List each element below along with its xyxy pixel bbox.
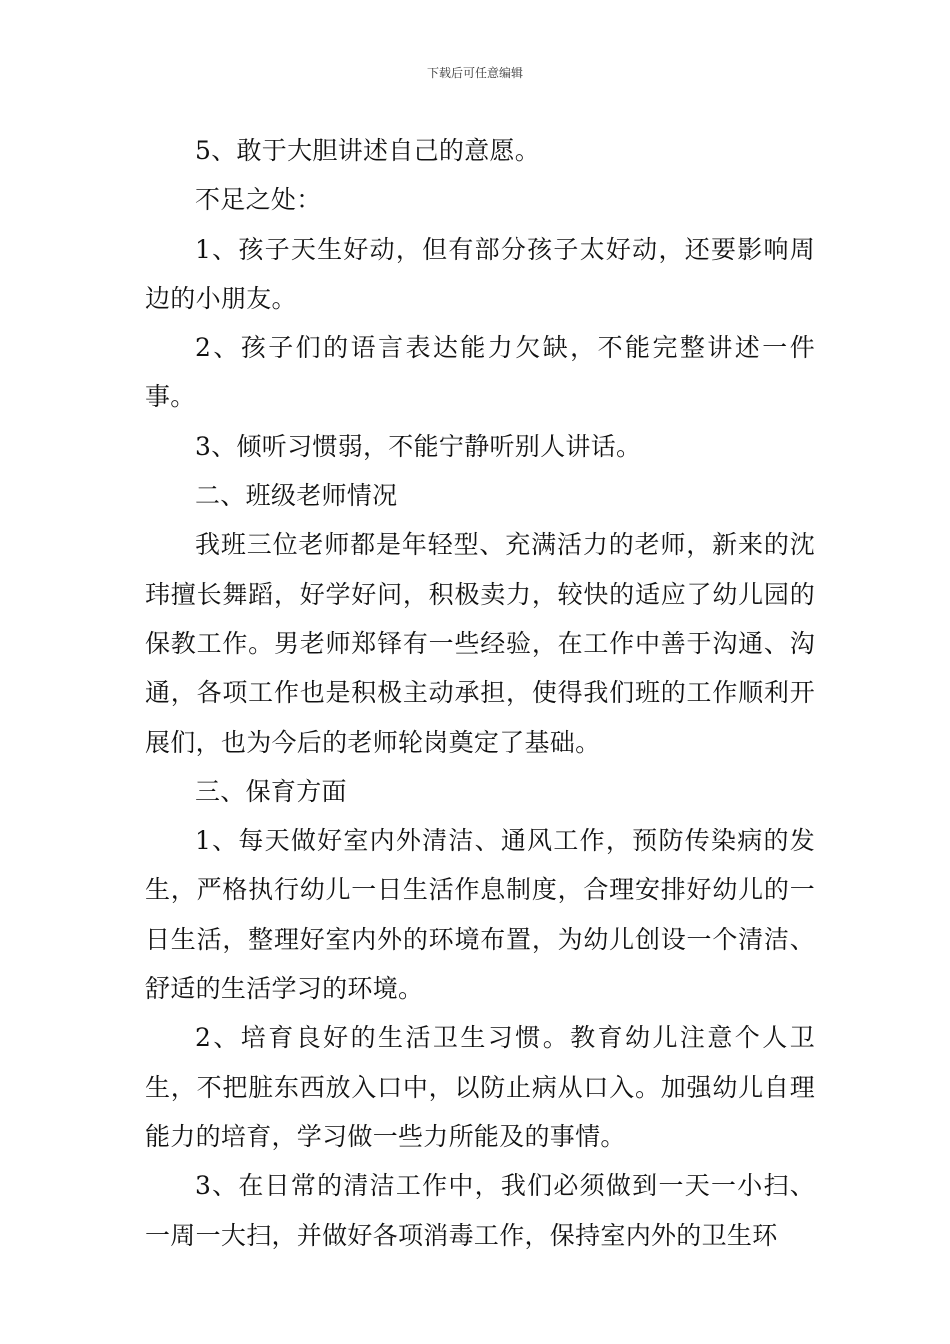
- paragraph: 2、培育良好的生活卫生习惯。教育幼儿注意个人卫生，不把脏东西放入口中，以防止病从口入。加强幼儿自理能力的培育，学习做一些力所能及的事情。: [145, 1023, 815, 1151]
- paragraph: 5、敢于大胆讲述自己的意愿。: [195, 136, 541, 165]
- page-header: 下载后可任意编辑: [426, 66, 523, 80]
- document-body: [145, 126, 815, 1260]
- paragraph: 3、倾听习惯弱，不能宁静听别人讲话。: [195, 431, 642, 461]
- paragraph: 不足之处：: [195, 185, 322, 215]
- paragraph: 我班三位老师都是年轻型、充满活力的老师，新来的沈玮擅长舞蹈，好学好问，积极卖力，较快的适应了幼儿园的保教工作。男老师郑铎有一些经验，在工作中善于沟通、沟通，各项工作也是积极主动承担，使得我们班的工作顺利开展们，也为今后的老师轮岗奠定了基础。: [145, 530, 815, 757]
- section-heading: 二、班级老师情况: [195, 481, 398, 511]
- paragraph: 2、孩子们的语言表达能力欠缺，不能完整讲述一件事。: [145, 333, 815, 412]
- paragraph: 1、每天做好室内外清洁、通风工作，预防传染病的发生，严格执行幼儿一日生活作息制度，合理安排好幼儿的一日生活，整理好室内外的环境布置，为幼儿创设一个清洁、舒适的生活学习的环境。: [145, 826, 815, 1004]
- paragraph: 3、在日常的清洁工作中，我们必须做到一天一小扫、一周一大扫，并做好各项消毒工作，保持室内外的卫生环: [145, 1171, 815, 1250]
- section-heading: 三、保育方面: [195, 776, 347, 806]
- paragraph: 1、孩子天生好动，但有部分孩子太好动，还要影响周边的小朋友。: [145, 234, 815, 313]
